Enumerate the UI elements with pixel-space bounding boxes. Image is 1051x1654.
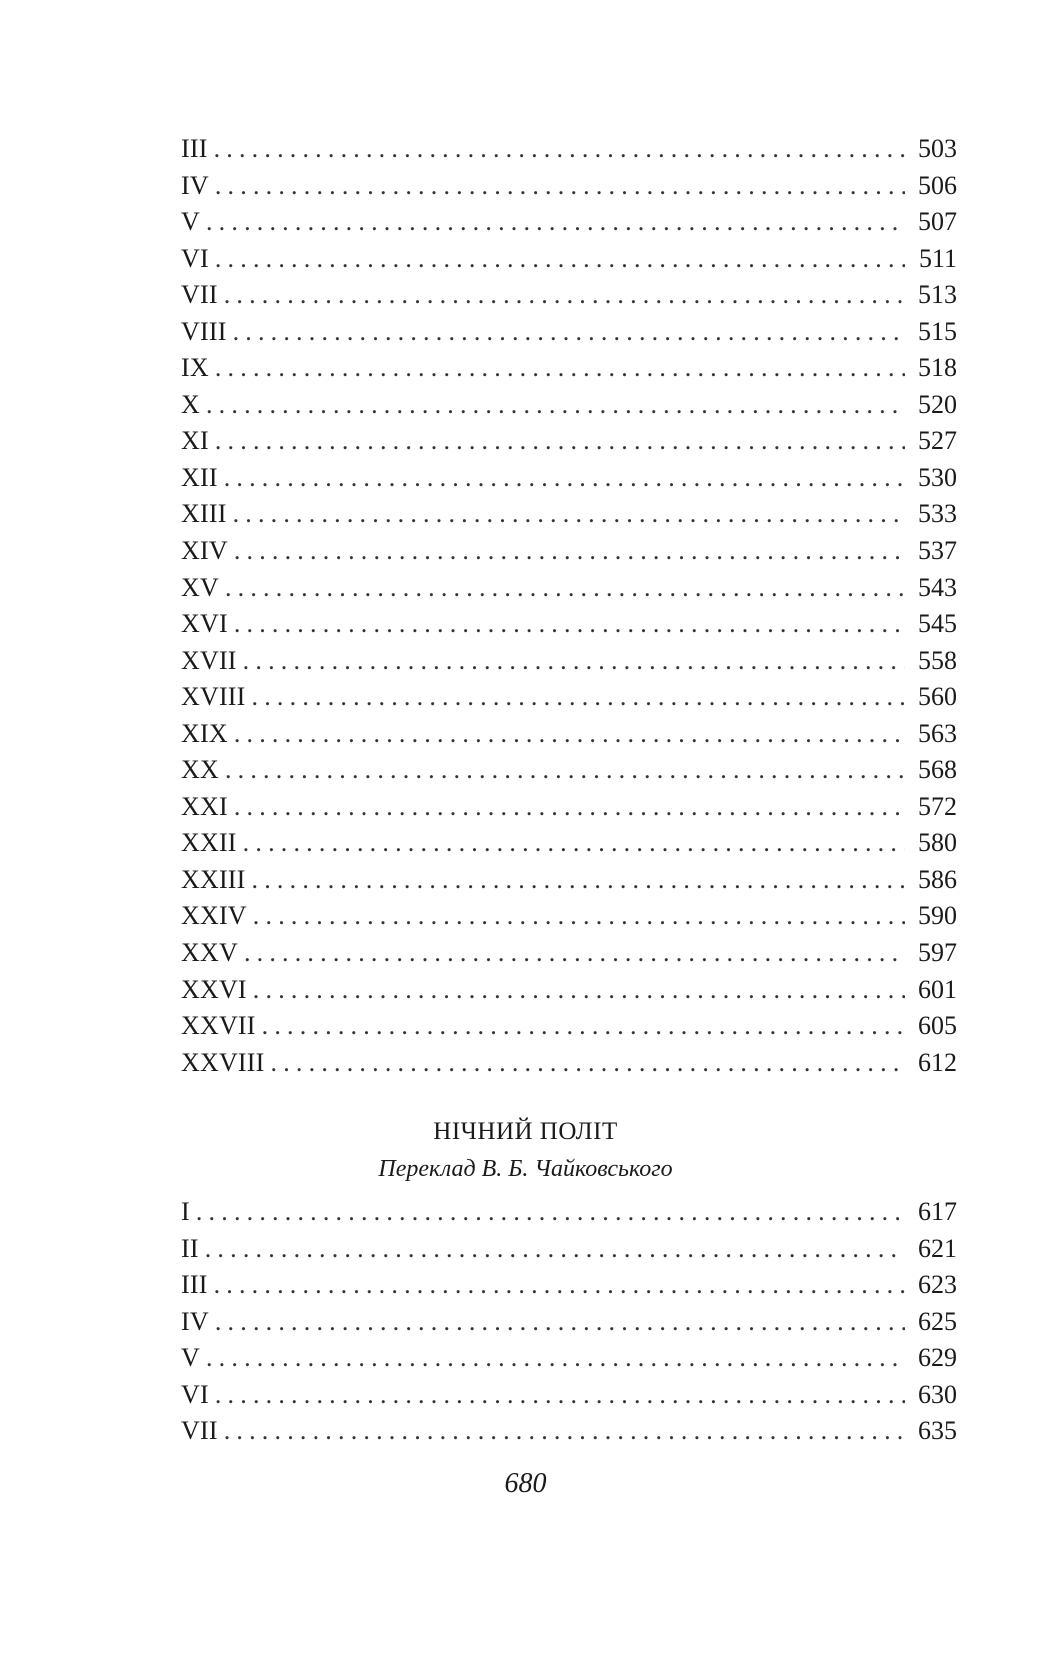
toc-entry-page: 635 <box>918 1416 957 1445</box>
dot-leader <box>262 1008 905 1045</box>
toc-entry-label: XVIII <box>181 682 246 712</box>
toc-entry-label: XXVII <box>181 1011 256 1041</box>
toc-entry-page: 530 <box>918 462 957 492</box>
toc-entry <box>181 241 957 278</box>
page-number: 680 <box>504 1468 547 1499</box>
toc-entry <box>181 1194 957 1231</box>
toc-entry-page: 520 <box>918 389 957 419</box>
toc-entry <box>181 1377 957 1414</box>
toc-entry <box>181 972 957 1009</box>
toc-entry-label: XIV <box>181 536 228 566</box>
toc-entry-label: III <box>181 134 208 163</box>
dot-leader <box>196 1194 905 1231</box>
toc-entry-page: 543 <box>918 572 957 602</box>
dot-leader <box>215 350 905 387</box>
toc-entry-page: 533 <box>918 499 957 529</box>
toc-entry <box>181 643 957 680</box>
dot-leader <box>215 1304 905 1341</box>
toc-entry <box>181 862 957 899</box>
toc-entry-label: XI <box>181 426 209 456</box>
toc-entry <box>181 898 957 935</box>
toc-entry <box>181 825 957 862</box>
toc-entry-label: XIX <box>181 718 228 748</box>
toc-entry-label: XVI <box>181 609 228 639</box>
dot-leader <box>224 1413 905 1450</box>
toc-entry-label: VII <box>181 280 218 310</box>
toc-entry <box>181 716 957 753</box>
toc-entry <box>181 789 957 826</box>
dot-leader <box>233 314 905 351</box>
toc-entry <box>181 423 957 460</box>
toc-entry-page: 558 <box>918 645 957 675</box>
toc-list-second <box>181 1194 957 1450</box>
dot-leader <box>271 1045 905 1082</box>
toc-entry-page: 518 <box>918 353 957 383</box>
toc-entry <box>181 496 957 533</box>
toc-entry-page: 590 <box>918 901 957 931</box>
dot-leader <box>214 1267 905 1304</box>
toc-entry-label: X <box>181 389 200 419</box>
toc-entry-page: 601 <box>918 974 957 1004</box>
toc-entry-page: 605 <box>918 1011 957 1041</box>
toc-entry-label: XXIV <box>181 901 247 931</box>
toc-entry <box>181 1267 957 1304</box>
toc-entry-page: 506 <box>918 170 957 200</box>
toc-entry-label: XII <box>181 462 218 492</box>
toc-entry-page: 507 <box>918 207 957 237</box>
toc-entry-label: XXVI <box>181 974 247 1004</box>
toc-entry-label: IV <box>181 170 209 200</box>
dot-leader <box>234 716 905 753</box>
toc-entry <box>181 570 957 607</box>
toc-entry-page: 597 <box>918 938 957 968</box>
toc-entry-label: XXV <box>181 938 238 968</box>
toc-entry-label: VI <box>181 243 209 273</box>
toc-entry <box>181 204 957 241</box>
toc-entry-page: 515 <box>918 316 957 346</box>
dot-leader <box>244 935 905 972</box>
toc-entry-page: 503 <box>918 134 957 163</box>
dot-leader <box>206 387 905 424</box>
toc-entry-label: XXIII <box>181 864 246 894</box>
toc-entry <box>181 533 957 570</box>
toc-entry <box>181 1304 957 1341</box>
dot-leader <box>215 423 905 460</box>
toc-entry-label: VII <box>181 1416 218 1445</box>
toc-list-first <box>181 131 957 1081</box>
dot-leader <box>253 972 905 1009</box>
dot-leader <box>215 168 905 205</box>
dot-leader <box>243 825 905 862</box>
toc-entry-page: 545 <box>918 609 957 639</box>
dot-leader <box>205 1231 905 1268</box>
toc-entry <box>181 1413 957 1450</box>
toc-entry-label: I <box>181 1197 190 1226</box>
dot-leader <box>234 533 905 570</box>
toc-entry <box>181 460 957 497</box>
dot-leader <box>233 496 905 533</box>
dot-leader <box>252 862 905 899</box>
toc-entry-label: V <box>181 207 200 237</box>
toc-entry-page: 621 <box>918 1233 957 1263</box>
section-subtitle: Переклад В. Б. Чайковського <box>378 1156 673 1182</box>
section-title: НІЧНИЙ ПОЛІТ <box>433 1118 618 1145</box>
dot-leader <box>206 204 905 241</box>
toc-entry-label: II <box>181 1233 199 1263</box>
toc-entry <box>181 314 957 351</box>
dot-leader <box>215 241 905 278</box>
toc-entry-page: 612 <box>918 1047 957 1077</box>
toc-entry-page: 513 <box>918 280 957 310</box>
toc-entry-page: 527 <box>918 426 957 456</box>
toc-entry-label: III <box>181 1270 208 1299</box>
toc-entry-page: 580 <box>918 828 957 858</box>
toc-entry-page: 586 <box>918 864 957 894</box>
toc-entry <box>181 387 957 424</box>
toc-entry-label: IV <box>181 1306 209 1336</box>
toc-entry <box>181 131 957 168</box>
toc-entry <box>181 935 957 972</box>
toc-entry <box>181 350 957 387</box>
toc-entry-label: VIII <box>181 316 227 346</box>
toc-entry-label: XV <box>181 572 219 602</box>
dot-leader <box>224 460 905 497</box>
toc-entry-page: 617 <box>918 1197 957 1226</box>
toc-entry <box>181 679 957 716</box>
toc-entry-label: XIII <box>181 499 227 529</box>
dot-leader <box>225 752 905 789</box>
toc-entry-page: 572 <box>918 791 957 821</box>
toc-entry-page: 563 <box>918 718 957 748</box>
dot-leader <box>214 131 905 168</box>
dot-leader <box>252 679 905 716</box>
toc-entry-page: 560 <box>918 682 957 712</box>
dot-leader <box>225 570 905 607</box>
dot-leader <box>224 277 905 314</box>
toc-entry-page: 630 <box>918 1379 957 1409</box>
dot-leader <box>253 898 905 935</box>
toc-entry <box>181 1045 957 1082</box>
toc-entry-label: XVII <box>181 645 237 675</box>
toc-entry <box>181 606 957 643</box>
toc-entry-page: 629 <box>918 1343 957 1372</box>
dot-leader <box>234 606 905 643</box>
toc-entry <box>181 168 957 205</box>
toc-entry-label: VI <box>181 1379 209 1409</box>
toc-entry-page: 568 <box>918 755 957 785</box>
toc-entry <box>181 1231 957 1268</box>
toc-entry-label: XXII <box>181 828 237 858</box>
dot-leader <box>206 1340 905 1377</box>
dot-leader <box>215 1377 905 1414</box>
toc-entry-label: IX <box>181 353 209 383</box>
dot-leader <box>234 789 905 826</box>
toc-entry-page: 625 <box>918 1306 957 1336</box>
toc-entry-page: 511 <box>918 243 957 273</box>
toc-entry-label: XX <box>181 755 219 785</box>
toc-entry <box>181 1008 957 1045</box>
toc-entry <box>181 1340 957 1377</box>
toc-entry-page: 537 <box>918 536 957 566</box>
toc-entry <box>181 277 957 314</box>
dot-leader <box>243 643 905 680</box>
toc-entry-label: XXVIII <box>181 1047 265 1077</box>
toc-entry-label: XXI <box>181 791 228 821</box>
toc-entry <box>181 752 957 789</box>
toc-entry-label: V <box>181 1343 200 1372</box>
toc-entry-page: 623 <box>918 1270 957 1299</box>
